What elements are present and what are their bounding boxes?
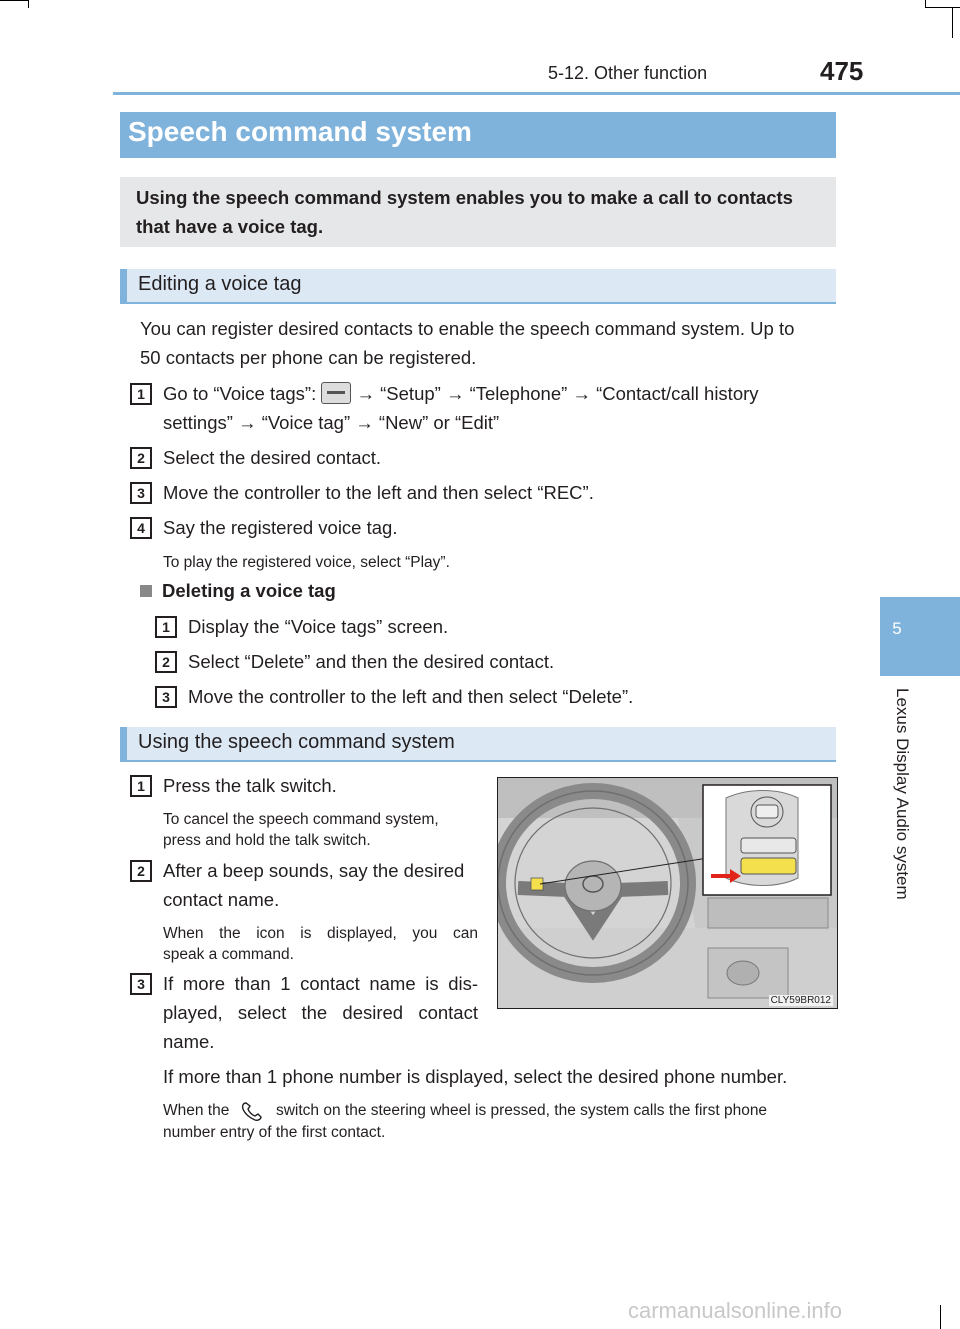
header-rule	[113, 92, 960, 95]
using-step-1-note-line2: press and hold the talk switch.	[163, 832, 371, 849]
crop-mark	[926, 7, 960, 8]
editing-heading: Editing a voice tag	[138, 273, 302, 295]
page-number: 475	[820, 56, 864, 86]
crop-mark	[28, 0, 29, 8]
step-2-text: Select the desired contact.	[163, 447, 382, 468]
chapter-title	[892, 688, 916, 928]
step-1-text-b: → “Setup” → “Telephone” → “Contact/call history	[356, 383, 759, 404]
step-number: 4	[130, 517, 152, 539]
final-note-line1	[163, 1100, 767, 1122]
step-number: 1	[155, 616, 177, 638]
heading-underline	[120, 760, 836, 762]
step-number: 3	[130, 482, 152, 504]
final-note-line2: number entry of the first contact.	[163, 1124, 386, 1141]
delete-step-1-text: Display the “Voice tags” screen.	[188, 616, 449, 637]
phone-handset-icon	[238, 1100, 268, 1122]
dashboard-drawing	[498, 778, 837, 1008]
step-4-text: Say the registered voice tag.	[163, 517, 398, 538]
delete-step-3-text: Move the controller to the left and then select “Delete”.	[188, 686, 634, 707]
delete-step-2-text: Select “Delete” and then the desired contact.	[188, 651, 555, 672]
using-step-2-line2: contact name.	[163, 889, 280, 910]
using-heading-bar	[120, 727, 836, 761]
chapter-tab	[880, 597, 960, 676]
delete-heading-text: Deleting a voice tag	[162, 580, 336, 601]
title-bar	[120, 112, 836, 158]
using-step-3-line3: name.	[163, 1031, 215, 1052]
step-number: 2	[130, 860, 152, 882]
menu-button-icon	[321, 382, 351, 404]
play-note: To play the registered voice, select “Play”.	[163, 554, 450, 571]
phone-number-text: If more than 1 phone number is displayed, select the desired phone number.	[163, 1066, 788, 1087]
step-1-line1	[163, 379, 759, 408]
chapter-number: 5	[892, 619, 902, 638]
using-step-2-note-line1: When the icon is displayed, you can	[163, 925, 478, 942]
steering-wheel-illustration	[497, 777, 838, 1009]
heading-accent	[120, 269, 127, 303]
using-step-2-line1: After a beep sounds, say the desired	[163, 860, 465, 881]
using-step-1-note-line1: To cancel the speech command system,	[163, 811, 439, 828]
using-step-3-line1: If more than 1 contact name is dis-	[163, 973, 478, 994]
editing-lead-line2: 50 contacts per phone can be registered.	[140, 347, 477, 368]
heading-accent	[120, 727, 127, 761]
step-number: 1	[130, 383, 152, 405]
chapter-title-text: Lexus Display Audio system	[893, 688, 912, 900]
crop-mark	[940, 1305, 941, 1329]
final-note-b: switch on the steering wheel is pressed, the system calls the first phone	[275, 1102, 768, 1120]
intro-box	[120, 177, 836, 247]
final-note-a: When the	[163, 1102, 230, 1120]
step-1-text-a: Go to “Voice tags”:	[163, 383, 317, 404]
using-step-2-note-line2: speak a command.	[163, 946, 294, 963]
editing-lead-line1: You can register desired contacts to enable the speech command system. Up to	[140, 318, 795, 339]
intro-text: Using the speech command system enables you to make a call to contacts that have a voice tag.	[136, 187, 793, 237]
step-number: 3	[155, 686, 177, 708]
step-1-line2: settings” → “Voice tag” → “New” or “Edit”	[163, 412, 500, 433]
editing-heading-bar	[120, 269, 836, 303]
illustration-code: CLY59BR012	[770, 995, 831, 1006]
step-number: 2	[155, 651, 177, 673]
step-number: 2	[130, 447, 152, 469]
watermark: carmanualsonline.info	[628, 1298, 843, 1323]
step-number: 3	[130, 973, 152, 995]
heading-underline	[120, 302, 836, 304]
crop-mark	[0, 0, 28, 1]
using-step-3-line2: played, select the desired contact	[163, 1002, 478, 1023]
crop-mark	[952, 8, 953, 38]
page-title: Speech command system	[128, 116, 472, 147]
using-heading: Using the speech command system	[138, 731, 455, 753]
delete-heading	[140, 580, 336, 602]
section-header: 5-12. Other function	[548, 63, 708, 83]
step-3-text: Move the controller to the left and then select “REC”.	[163, 482, 594, 503]
using-step-1-text: Press the talk switch.	[163, 775, 337, 796]
step-number: 1	[130, 775, 152, 797]
bullet-square-icon	[140, 585, 152, 597]
